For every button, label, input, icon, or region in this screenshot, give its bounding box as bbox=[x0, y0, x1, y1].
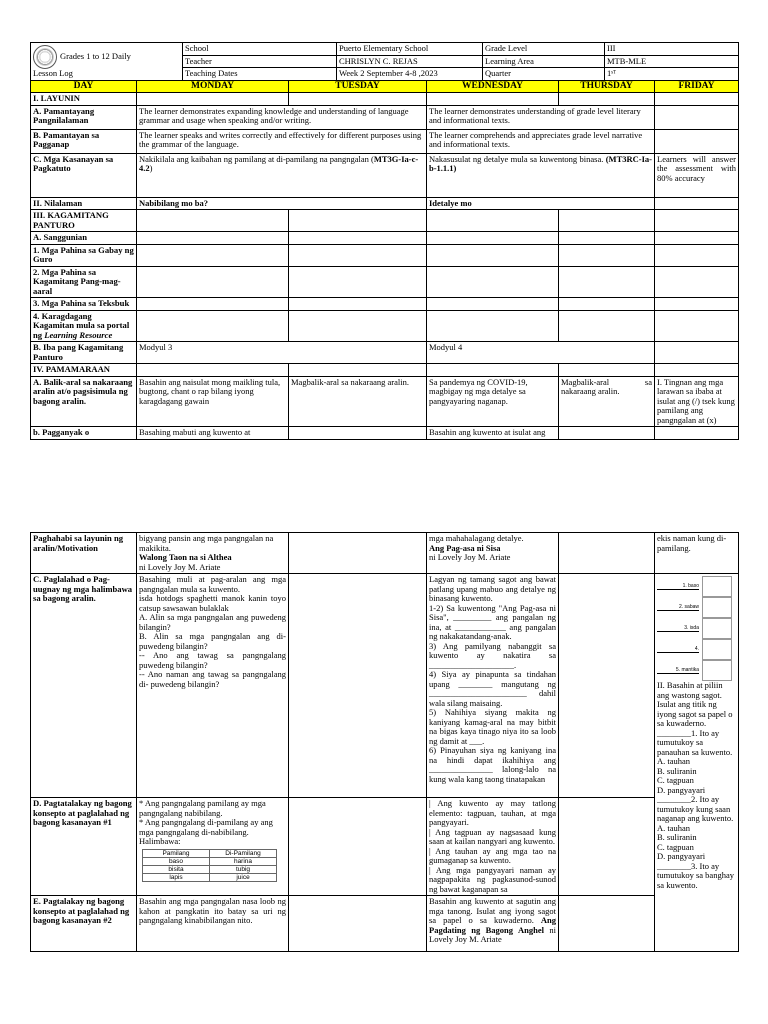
di-pamilang-header: Di-Pamilang bbox=[210, 849, 277, 857]
friday-balik-aral: I. Tingnan ang mga larawan sa ibaba at isulat ang (/) tsek kung pamilang ang pangngalan at (x) bbox=[655, 376, 739, 427]
soup-picture-icon bbox=[702, 597, 732, 618]
row-label-pagtatalakay-1: D. Pagtatalakay ng bagong konsepto at paglalahad ng bagong kasanayan #1 bbox=[31, 798, 137, 896]
monday-story-author: ni Lovely Joy M. Ariate bbox=[139, 561, 221, 572]
wednesday-story-author: ni Lovely Joy M. Ariate bbox=[429, 552, 511, 562]
monday-modyul: Modyul 3 bbox=[137, 342, 427, 364]
glass-picture-icon bbox=[702, 576, 732, 597]
monday-kasanayan: Nakikilala ang kaibahan ng pamilang at di-pamilang na pangngalan (MT3G-Ia-c-4.2) bbox=[137, 153, 427, 197]
wednesday-nilalaman: Idetalye mo bbox=[427, 197, 655, 210]
monday-competency-code: MT3G-Ia-c-4.2 bbox=[139, 153, 419, 173]
monday-nilalaman: Nabibilang mo ba? bbox=[137, 197, 427, 210]
row-label-karagdagang-kagamitan: 4. Karagdagang Kagamitan mula sa portal ng Learning Resource bbox=[31, 310, 137, 342]
row-label-sanggunian: A. Sanggunian bbox=[31, 232, 137, 245]
grade-value: III bbox=[605, 43, 739, 56]
grade-label: Grade Level bbox=[483, 43, 605, 56]
pamilang-header: Pamilang bbox=[143, 849, 210, 857]
log-title-cell bbox=[31, 43, 183, 81]
day-header: DAY bbox=[31, 80, 137, 93]
wednesday-paglalahad: Lagyan ng tamang sagot ang bawat patlang upang mabuo ang detalye ng binasang kuwento. 1-2) Sa kuwentong "Ang Pag-asa ni Sisa", _________ ang pangalan ng ina, at ____________ ang pangalan ng nakakatandang-anak. 3) Ang pamilyang nabanggit sa kuwento ay nakatira sa ____________________. 4) Siya ay pinapunta sa tindahan upang ________ mangutang ng _______________________ dahil wala silang maisaing. 5) Nahihiya siyang makita ng kaniyang kamag-aral na may bitbit na bigas kaya tinago niya ito sa loob ng damit at ___. 6) Pinayuhan siya ng kaniyang ina na hindi dapat ikahihiya ang _______________ lalong-lalo na kung wala kang taong tinatapakan bbox=[427, 574, 559, 798]
row-label-balik-aral: A. Balik-aral sa nakaraang aralin at/o pagsisimula ng bagong aralin. bbox=[31, 376, 137, 427]
monday-pagganap: The learner speaks and writes correctly and effectively for different purposes using the grammar of the language. bbox=[137, 129, 427, 153]
thursday-balik-aral: Magbalik-aral sa nakaraang aralin. bbox=[559, 376, 655, 427]
wednesday-pangnilalaman: The learner demonstrates understanding of grade level literary and informational texts. bbox=[427, 105, 655, 129]
assessment-item-2: 2. sabaw bbox=[657, 597, 736, 618]
wednesday-balik-aral: Sa pandemya ng COVID-19, magbigay ng mga detalye sa pangyayaring naganap. bbox=[427, 376, 559, 427]
row-label-teksbuk: 3. Mga Pahina sa Teksbuk bbox=[31, 298, 137, 311]
assessment-item-3: 3. isda bbox=[657, 618, 736, 639]
row-label-pamantayang-pangnilalaman: A. Pamantayang Pangnilalaman bbox=[31, 105, 137, 129]
lesson-table-continued bbox=[30, 532, 739, 952]
pitcher-picture-icon bbox=[702, 639, 732, 660]
quarter-label: Quarter bbox=[483, 68, 605, 81]
monday-balik-aral: Basahin ang naisulat mong maikling tula, bugtong, chant o rap bilang iyong karagdagang gawain bbox=[137, 376, 289, 427]
pamilang-example-table: Pamilang Di-Pamilang baso harina bisita tubig lapis juice bbox=[142, 849, 277, 882]
wednesday-header: WEDNESDAY bbox=[427, 80, 559, 93]
wednesday-competency-code: (MT3RC-Ia-b-1.1.1) bbox=[429, 153, 652, 173]
monday-header: MONDAY bbox=[137, 80, 289, 93]
row-label-pamantayan-pagganap: B. Pamantayan sa Pagganap bbox=[31, 129, 137, 153]
wednesday-story-title-2: Ang Pagdating ng Bagong Anghel bbox=[429, 915, 556, 935]
friday-header: FRIDAY bbox=[655, 80, 739, 93]
section-pamamaraan: IV. PAMAMARAAN bbox=[31, 364, 137, 377]
lesson-log-page-2 bbox=[30, 532, 738, 952]
section-kagamitang-panturo: III. KAGAMITANG PANTURO bbox=[31, 210, 137, 232]
wednesday-pagganyak: Basahin ang kuwento at isulat ang bbox=[427, 427, 559, 440]
thursday-header: THURSDAY bbox=[559, 80, 655, 93]
teacher-value: CHRISLYN C. REJAS bbox=[337, 55, 483, 68]
friday-assessment: 1. baso 2. sabaw 3. isda 4. 5. mantika II. Basahin at piliin ang wastong sagot. Isulat ang titik ng iyong sagot sa papel o sa kuwaderno. ________1. Ito ay tumutukoy sa panauhan sa kuwento. A. tauhan B. suliranin C. tagpuan D. pangyayari ________2. Ito ay tumutukoy kung saan naganap ang kuwento. A. tauhan B. suliranin C. tagpuan D. pangyayari ________3. Ito ay tumutukoy sa banghay sa kuwento. bbox=[655, 574, 739, 952]
dates-value: Week 2 September 4-8 ,2023 bbox=[337, 68, 483, 81]
monday-paglalahad: Basahing muli at pag-aralan ang mga pangngalan mula sa kuwento. isda hotdogs spaghetti manok kanin toyo catsup sawsawan bulaklak A. Alin sa mga pangngalan ang puwedeng bilangin? B. Alin sa mga pangngalan ang di-puwedeng bilangin? -- Ano ang tawag sa pangngalang puwedeng bilangin? -- Ano naman ang tawag sa pangngalang di- puwedeng bilangin? bbox=[137, 574, 289, 798]
monday-motivation: bigyang pansin ang mga pangngalan na makikita. Walong Taon na si Althea ni Lovely Joy M. Ariate bbox=[137, 533, 289, 574]
lesson-log-page-1 bbox=[30, 42, 738, 440]
tuesday-balik-aral: Magbalik-aral sa nakaraang aralin. bbox=[289, 376, 427, 427]
school-value: Puerto Elementary School bbox=[337, 43, 483, 56]
log-title-line2: Lesson Log bbox=[33, 67, 73, 78]
row-label-paghahabi-layunin: Paghahabi sa layunin ng aralin/Motivation bbox=[31, 533, 137, 574]
row-label-iba-pang-kagamitan: B. Iba pang Kagamitang Panturo bbox=[31, 342, 137, 364]
row-label-paglalahad: C. Paglalahad o Pag-uugnay ng mga halimbawa sa bagong aralin. bbox=[31, 574, 137, 798]
assessment-item-4: 4. bbox=[657, 639, 736, 660]
tuesday-header: TUESDAY bbox=[289, 80, 427, 93]
row-label-gabay-guro: 1. Mga Pahina sa Gabay ng Guro bbox=[31, 244, 137, 266]
log-title-line1: Grades 1 to 12 Daily bbox=[60, 50, 131, 61]
wednesday-modyul: Modyul 4 bbox=[427, 342, 655, 364]
assessment-item-5: 5. mantika bbox=[657, 660, 736, 681]
monday-pangnilalaman: The learner demonstrates expanding knowledge and understanding of language grammar and usage when speaking and/or writing. bbox=[137, 105, 427, 129]
oil-bottle-picture-icon bbox=[702, 660, 732, 681]
wednesday-pagganap: The learner comprehends and appreciates grade level narrative and informational texts. bbox=[427, 129, 655, 153]
wednesday-pagtalakay-2: Basahin ang kuwento at sagutin ang mga tanong. Isulat ang iyong sagot sa papel o sa kuwaderno. Ang Pagdating ng Bagong Anghel ni Lovely Joy M. Ariate bbox=[427, 896, 559, 952]
area-value: MTB-MLE bbox=[605, 55, 739, 68]
row-label-pagganyak: b. Pagganyak o bbox=[31, 427, 137, 440]
school-label: School bbox=[183, 43, 337, 56]
friday-motivation: ekis naman kung di-pamilang. bbox=[655, 533, 739, 574]
quarter-value: 1ˢᵀ bbox=[605, 68, 739, 81]
row-label-kasanayan: C. Mga Kasanayan sa Pagkatuto bbox=[31, 153, 137, 197]
dates-label: Teaching Dates bbox=[183, 68, 337, 81]
wednesday-motivation: mga mahahalagang detalye. Ang Pag-asa ni Sisa ni Lovely Joy M. Ariate bbox=[427, 533, 559, 574]
lesson-table bbox=[30, 80, 739, 440]
wednesday-pagtatalakay-1: | Ang kuwento ay may tatlong elemento: tagpuan, tauhan, at mga pangyayari. | Ang tagpuan ay nagsasaad kung saan at kailan nangyari ang kuwento. | Ang tauhan ay ang mga tao na gumaganap sa kuwento. | Ang mga pangyayari naman ay nagpapakita ng pagkasunod-sunod ng bawat kaganapan sa bbox=[427, 798, 559, 896]
assessment-item-1: 1. baso bbox=[657, 576, 736, 597]
deped-seal-logo bbox=[33, 45, 57, 69]
wednesday-story-title: Ang Pag-asa ni Sisa bbox=[429, 542, 501, 553]
section-layunin: I. LAYUNIN bbox=[31, 93, 137, 106]
monday-pagtatalakay-1: * Ang pangngalang pamilang ay mga pangngalang nabibilang. * Ang pangngalang di-pamilang ay ang mga pangngalang di-nabibilang. Halimbawa: Pamilang Di-Pamilang baso harina bisita tubig lapis juice bbox=[137, 798, 289, 896]
wednesday-kasanayan: Nakasusulat ng detalye mula sa kuwentong binasa. (MT3RC-Ia-b-1.1.1) bbox=[427, 153, 655, 197]
monday-pagganyak: Basahing mabuti ang kuwento at bbox=[137, 427, 289, 440]
header-table bbox=[30, 42, 739, 81]
monday-pagtalakay-2: Basahin ang mga pangngalan nasa loob ng kahon at pangkatin ito batay sa uri ng pangngalang kinabibilangan nito. bbox=[137, 896, 289, 952]
monday-story-title: Walong Taon na si Althea bbox=[139, 552, 232, 562]
row-label-pagtalakay-2: E. Pagtalakay ng bagong konsepto at paglalahad ng bagong kasanayan #2 bbox=[31, 896, 137, 952]
fish-picture-icon bbox=[702, 618, 732, 639]
row-label-nilalaman: II. Nilalaman bbox=[31, 197, 137, 210]
friday-kasanayan: Learners will answer the assessment with 80% accuracy bbox=[655, 153, 739, 197]
row-label-kagamitang-pang-mag-aaral: 2. Mga Pahina sa Kagamitang Pang-mag-aaral bbox=[31, 266, 137, 298]
area-label: Learning Area bbox=[483, 55, 605, 68]
teacher-label: Teacher bbox=[183, 55, 337, 68]
